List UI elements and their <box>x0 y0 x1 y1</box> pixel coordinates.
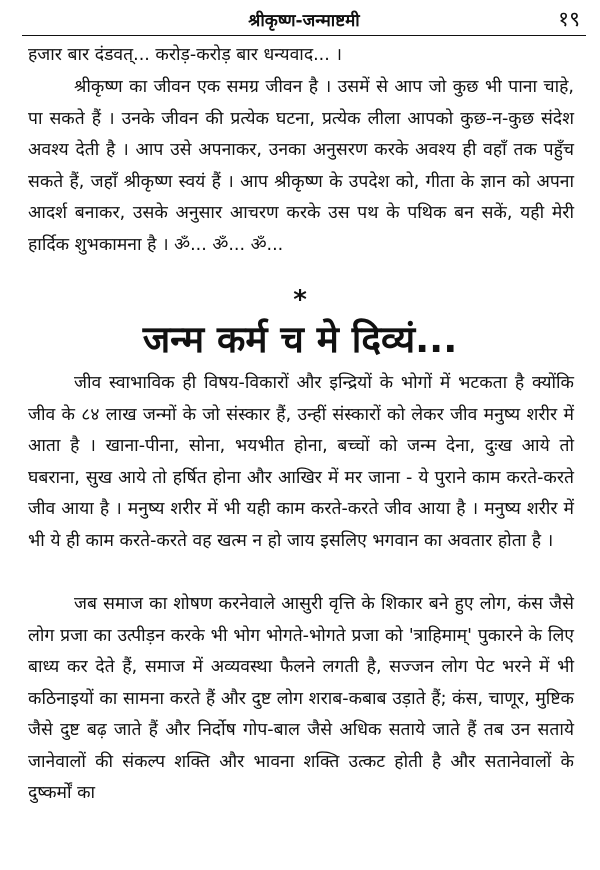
header-rule <box>22 35 586 36</box>
paragraph-2: श्रीकृष्ण का जीवन एक समग्र जीवन है । उसमें से आप जो कुछ भी पाना चाहे, पा सकते हैं । उनके जीवन की प्रत्येक घटना, प्रत्येक लीला आपको कुछ-न-कुछ संदेश अवश्य देती है । आप उसे अपनाकर, उनका अनुसरण करके अवश्य ही वहाँ तक पहुँच सकते हैं, जहाँ श्रीकृष्ण स्वयं हैं । आप श्रीकृष्ण के उपदेश को, गीता के ज्ञान को अपना आदर्श बनाकर, उसके अनुसार आचरण करके उस पथ के पथिक बन सकें, यही मेरी हार्दिक शुभकामना है । ॐ... ॐ... ॐ... <box>28 77 574 255</box>
chapter-title: जन्म कर्म च मे दिव्यं... <box>142 318 458 361</box>
paragraph-3: जीव स्वाभाविक ही विषय-विकारों और इन्द्रियों के भोगों में भटकता है क्योंकि जीव के ८४ लाख जन्मों के जो संस्कार हैं, उन्हीं संस्कारों को लेकर जीव मनुष्य शरीर में आता है । खाना-पीना, सोना, भयभीत होना, बच्चों को जन्म देना, दुःख आये तो घबराना, सुख आये तो हर्षित होना और आखिर में मर जाना - ये पुराने काम करते-करते जीव आया है । मनुष्य शरीर में भी यही काम करते-करते जीव आया है । मनुष्य शरीर में भी ये ही काम करते-करते वह खत्म न हो जाय इसलिए भगवान का अवतार होता है । <box>28 373 574 551</box>
page-header <box>22 2 586 36</box>
paragraph-4: जब समाज का शोषण करनेवाले आसुरी वृत्ति के शिकार बने हुए लोग, कंस जैसे लोग प्रजा का उत्पीड़न करके भी भोग भोगते-भोगते प्रजा को 'त्राहिमाम्' पुकारने के लिए बाध्य कर देते हैं, समाज में अव्यवस्था फैलने लगती है, सज्जन लोग पेट भरने में भी कठिनाइयों का सामना करते हैं और दुष्ट लोग शराब-कबाब उड़ाते हैं; कंस, चाणूर, मुष्टिक जैसे दुष्ट बढ़ जाते हैं और निर्दोष गोप-बाल जैसे अधिक सताये जाते हैं तब उन सताये जानेवालों की संकल्प शक्ति और भावना शक्ति उत्कट होती है और सतानेवालों के दुष्कर्मों का <box>28 594 574 803</box>
running-title: श्रीकृष्ण-जन्माष्टमी <box>248 11 360 31</box>
paragraph-1: हजार बार दंडवत्... करोड़-करोड़ बार धन्यवाद... । <box>28 45 343 65</box>
section-star-ornament: * <box>293 285 307 315</box>
page-number: १९ <box>558 7 580 31</box>
